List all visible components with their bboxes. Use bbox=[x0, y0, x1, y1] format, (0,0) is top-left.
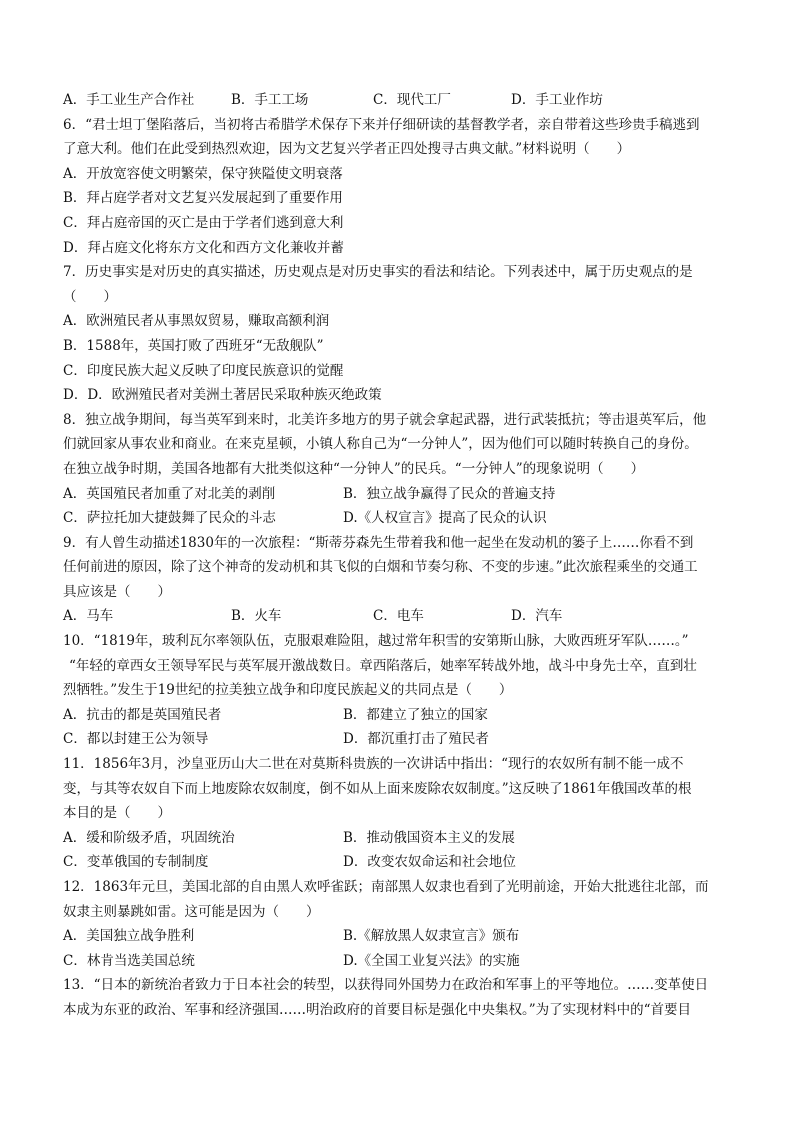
q10-stem-line-2: “年轻的章西女王领导军民与英军展开激战数日。章西陷落后，她率军转战外地，战斗中身先士卒，直到壮 bbox=[69, 657, 697, 674]
q6-stem-line-2: 了意大利。他们在此受到热烈欢迎，因为文艺复兴学者正四处搜寻古典文献。”材料说明（ ） bbox=[63, 141, 631, 158]
q11-stem-line-3: 本目的是（ ） bbox=[63, 805, 171, 822]
q12-stem-line-1: 12．1863年元旦，美国北部的自由黑人欢呼雀跃；南部黑人奴隶也看到了光明前途，开始大批逃往北部，而 bbox=[63, 879, 709, 895]
q12-stem-line-2: 奴隶主则暴跳如雷。这可能是因为（ ） bbox=[63, 903, 320, 920]
q9-option-b: B．火车 bbox=[231, 608, 282, 625]
q10-options-row-2 bbox=[63, 727, 733, 752]
q10-option-b: B．都建立了独立的国家 bbox=[343, 706, 488, 723]
q13-stem-line-1: 13．“日本的新统治者致力于日本社会的转型，以获得同外国势力在政治和军事上的平等地位。……变革使日 bbox=[63, 977, 709, 994]
exam-content bbox=[63, 88, 733, 1023]
q9-stem-line-2: 任何前进的原因，除了这个神奇的发动机和其飞似的白烟和节奏匀称、不变的步速。”此次旅程乘坐的交通工 bbox=[63, 559, 698, 576]
q8-options-row-1 bbox=[63, 482, 733, 507]
q9-options bbox=[63, 604, 733, 629]
q12-option-a: A．美国独立战争胜利 bbox=[63, 928, 195, 945]
q8-stem-line-1: 8．独立战争期间，每当英军到来时，北美许多地方的男子就会拿起武器，进行武装抵抗；等击退英军后，他 bbox=[63, 411, 707, 428]
q11-option-a: A．缓和阶级矛盾，巩固统治 bbox=[63, 829, 235, 846]
q8-options-row-2 bbox=[63, 506, 733, 531]
q11-option-c: C．变革俄国的专制制度 bbox=[63, 854, 209, 871]
q9-option-c: C．电车 bbox=[373, 608, 424, 625]
q7-option-d: D．D．欧洲殖民者对美洲土著居民采取种族灭绝政策 bbox=[63, 387, 382, 404]
q11-options-row-1 bbox=[63, 826, 733, 851]
q6-option-c: C．拜占庭帝国的灭亡是由于学者们逃到意大利 bbox=[63, 214, 344, 231]
q10-option-d: D．都沉重打击了殖民者 bbox=[343, 731, 489, 748]
q12-option-c: C．林肯当选美国总统 bbox=[63, 952, 195, 969]
q9-stem-line-3: 具应该是（ ） bbox=[63, 583, 171, 600]
q7-option-c: C．印度民族大起义反映了印度民族意识的觉醒 bbox=[63, 362, 344, 379]
q10-stem-line-1: 10．“1819年，玻利瓦尔率领队伍，克服艰难险阻，越过常年积雪的安第斯山脉，大败西班牙军队……。” bbox=[63, 633, 689, 650]
q8-option-a: A．英国殖民者加重了对北美的剥削 bbox=[63, 485, 276, 502]
q8-option-c: C．萨拉托加大捷鼓舞了民众的斗志 bbox=[63, 510, 276, 527]
q10-option-c: C．都以封建王公为领导 bbox=[63, 731, 209, 748]
q6-option-a: A．开放宽容使文明繁荣，保守狭隘使文明衰落 bbox=[63, 165, 343, 182]
q6-option-b: B．拜占庭学者对文艺复兴发展起到了重要作用 bbox=[63, 190, 343, 207]
q5-option-b: B．手工工场 bbox=[231, 92, 309, 108]
q7-option-a: A．欧洲殖民者从事黑奴贸易，赚取高额利润 bbox=[63, 313, 330, 330]
q11-option-b: B．推动俄国资本主义的发展 bbox=[343, 829, 515, 846]
q6-stem-line-1: 6．“君士坦丁堡陷落后，当初将古希腊学术保存下来并仔细研读的基督教学者，亲自带着这些珍贵手稿逃到 bbox=[63, 116, 700, 133]
q7-option-b: B．1588年，英国打败了西班牙“无敌舰队” bbox=[63, 337, 324, 354]
q12-options-row-2 bbox=[63, 949, 733, 974]
q12-option-d: D.《全国工业复兴法》的实施 bbox=[343, 952, 520, 969]
q7-stem-line-1: 7．历史事实是对历史的真实描述，历史观点是对历史事实的看法和结论。下列表述中，属于历史观点的是 bbox=[63, 264, 693, 281]
q11-stem-line-1: 11．1856年3月，沙皇亚历山大二世在对莫斯科贵族的一次讲话中指出：“现行的农奴所有制不能一成不 bbox=[63, 756, 684, 773]
q5-option-c: C．现代工厂 bbox=[373, 92, 451, 108]
q12-option-b: B.《解放黑人奴隶宣言》颁布 bbox=[343, 928, 520, 945]
q10-option-a: A．抗击的都是英国殖民者 bbox=[63, 706, 222, 723]
q11-stem-line-2: 变，与其等农奴自下而上地废除农奴制度，倒不如从上面来废除农奴制度。”这反映了1861年俄国改革的根 bbox=[63, 780, 692, 797]
q8-option-b: B．独立战争赢得了民众的普遍支持 bbox=[343, 485, 556, 502]
q9-stem-line-1: 9．有人曾生动描述1830年的一次旅程：“斯蒂芬森先生带着我和他一起坐在发动机的篓子上……你看不到 bbox=[63, 534, 694, 551]
q11-option-d: D．改变农奴命运和社会地位 bbox=[343, 854, 516, 871]
q8-stem-line-2: 们就回家从事农业和商业。在来克星顿，小镇人称自己为“一分钟人”，因为他们可以随时转换自己的身份。 bbox=[63, 436, 698, 453]
q13-stem-line-2: 本成为东亚的政治、军事和经济强国……明治政府的首要目标是强化中央集权。”为了实现材料中的“首要目 bbox=[63, 1001, 692, 1018]
q5-option-a: A．手工业生产合作社 bbox=[63, 92, 195, 108]
q9-option-a: A．马车 bbox=[63, 608, 114, 625]
q6-option-d: D．拜占庭文化将东方文化和西方文化兼收并蓄 bbox=[63, 239, 344, 256]
q10-options-row-1 bbox=[63, 703, 733, 728]
q9-option-d: D．汽车 bbox=[511, 608, 563, 625]
q5-options bbox=[63, 88, 733, 113]
q5-option-d: D．手工业作坊 bbox=[511, 92, 603, 108]
q8-option-d: D.《人权宣言》提高了民众的认识 bbox=[343, 510, 547, 527]
q7-stem-line-2: （ ） bbox=[63, 288, 117, 305]
q12-options-row-1 bbox=[63, 924, 733, 949]
q8-stem-line-3: 在独立战争时期，美国各地都有大批类似这种“一分钟人”的民兵。“一分钟人”的现象说明（ ） bbox=[63, 460, 645, 477]
q11-options-row-2 bbox=[63, 850, 733, 875]
q10-stem-line-3: 烈牺牲。”发生于19世纪的拉美独立战争和印度民族起义的共同点是（ ） bbox=[63, 682, 513, 699]
